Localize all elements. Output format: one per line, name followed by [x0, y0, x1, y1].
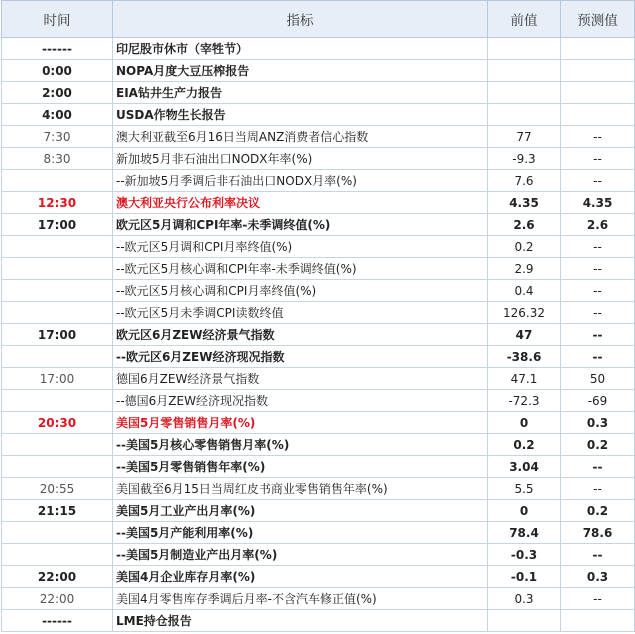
- time-cell: [2, 258, 113, 280]
- previous-value-cell: 0: [488, 412, 561, 434]
- time-cell: 0:00: [2, 60, 113, 82]
- indicator-cell: 澳大利亚截至6月16日当周ANZ消费者信心指数: [113, 126, 488, 148]
- header-previous: 前值: [488, 1, 561, 38]
- table-row: [2, 170, 635, 192]
- indicator-cell: LME持仓报告: [113, 610, 488, 632]
- previous-value-cell: 7.6: [488, 170, 561, 192]
- time-cell: 2:00: [2, 82, 113, 104]
- table-row: [2, 302, 635, 324]
- previous-value-cell: 2.9: [488, 258, 561, 280]
- indicator-cell: --美国5月核心零售销售月率(%): [113, 434, 488, 456]
- table-row: [2, 346, 635, 368]
- previous-value-cell: [488, 610, 561, 632]
- table-row: [2, 104, 635, 126]
- forecast-value-cell: [561, 104, 635, 126]
- table-row: [2, 126, 635, 148]
- table-row: [2, 390, 635, 412]
- indicator-cell: --美国5月制造业产出月率(%): [113, 544, 488, 566]
- time-cell: [2, 280, 113, 302]
- table-row: [2, 566, 635, 588]
- forecast-value-cell: [561, 610, 635, 632]
- time-cell: 17:00: [2, 368, 113, 390]
- table-row: [2, 38, 635, 60]
- forecast-value-cell: -69: [561, 390, 635, 412]
- previous-value-cell: -0.1: [488, 566, 561, 588]
- time-cell: 17:00: [2, 324, 113, 346]
- table-row: [2, 456, 635, 478]
- time-cell: [2, 522, 113, 544]
- forecast-value-cell: 2.6: [561, 214, 635, 236]
- time-cell: [2, 302, 113, 324]
- forecast-value-cell: 0.3: [561, 566, 635, 588]
- forecast-value-cell: --: [561, 280, 635, 302]
- table-row: [2, 192, 635, 214]
- table-row: [2, 214, 635, 236]
- time-cell: ------: [2, 38, 113, 60]
- table-row: [2, 236, 635, 258]
- indicator-cell: --德国6月ZEW经济现况指数: [113, 390, 488, 412]
- table-row: [2, 82, 635, 104]
- indicator-cell: 德国6月ZEW经济景气指数: [113, 368, 488, 390]
- forecast-value-cell: --: [561, 346, 635, 368]
- previous-value-cell: 0.2: [488, 434, 561, 456]
- time-cell: ------: [2, 610, 113, 632]
- time-cell: [2, 390, 113, 412]
- time-cell: 4:00: [2, 104, 113, 126]
- previous-value-cell: -0.3: [488, 544, 561, 566]
- forecast-value-cell: --: [561, 258, 635, 280]
- indicator-cell: 欧元区6月ZEW经济景气指数: [113, 324, 488, 346]
- table-row: [2, 60, 635, 82]
- time-cell: [2, 434, 113, 456]
- time-cell: [2, 236, 113, 258]
- previous-value-cell: 126.32: [488, 302, 561, 324]
- table-row: [2, 610, 635, 632]
- time-cell: 21:15: [2, 500, 113, 522]
- header-time: 时间: [2, 1, 113, 38]
- time-cell: 20:30: [2, 412, 113, 434]
- header-forecast: 预测值: [561, 1, 635, 38]
- time-cell: 7:30: [2, 126, 113, 148]
- table-row: [2, 588, 635, 610]
- forecast-value-cell: --: [561, 588, 635, 610]
- previous-value-cell: 0.4: [488, 280, 561, 302]
- previous-value-cell: [488, 82, 561, 104]
- indicator-cell: 美国截至6月15日当周红皮书商业零售销售年率(%): [113, 478, 488, 500]
- forecast-value-cell: --: [561, 126, 635, 148]
- time-cell: [2, 456, 113, 478]
- previous-value-cell: 0.2: [488, 236, 561, 258]
- table-row: [2, 522, 635, 544]
- previous-value-cell: 3.04: [488, 456, 561, 478]
- indicator-cell: --欧元区5月核心调和CPI年率-未季调终值(%): [113, 258, 488, 280]
- indicator-cell: 美国5月工业产出月率(%): [113, 500, 488, 522]
- table-header-row: [2, 1, 635, 38]
- indicator-cell: --欧元区5月调和CPI月率终值(%): [113, 236, 488, 258]
- table-row: [2, 148, 635, 170]
- previous-value-cell: [488, 104, 561, 126]
- forecast-value-cell: --: [561, 456, 635, 478]
- indicator-cell: --欧元区5月未季调CPI读数终值: [113, 302, 488, 324]
- time-cell: 17:00: [2, 214, 113, 236]
- previous-value-cell: 4.35: [488, 192, 561, 214]
- indicator-cell: USDA作物生长报告: [113, 104, 488, 126]
- indicator-cell: 欧元区5月调和CPI年率-未季调终值(%): [113, 214, 488, 236]
- previous-value-cell: -9.3: [488, 148, 561, 170]
- previous-value-cell: [488, 60, 561, 82]
- forecast-value-cell: --: [561, 236, 635, 258]
- table-row: [2, 368, 635, 390]
- forecast-value-cell: 0.3: [561, 412, 635, 434]
- table-row: [2, 478, 635, 500]
- indicator-cell: --新加坡5月季调后非石油出口NODX月率(%): [113, 170, 488, 192]
- indicator-cell: --欧元区6月ZEW经济现况指数: [113, 346, 488, 368]
- forecast-value-cell: --: [561, 302, 635, 324]
- indicator-cell: NOPA月度大豆压榨报告: [113, 60, 488, 82]
- time-cell: [2, 544, 113, 566]
- indicator-cell: EIA钻井生产力报告: [113, 82, 488, 104]
- table-row: [2, 258, 635, 280]
- previous-value-cell: 47.1: [488, 368, 561, 390]
- forecast-value-cell: --: [561, 148, 635, 170]
- indicator-cell: 美国4月企业库存月率(%): [113, 566, 488, 588]
- indicator-cell: --美国5月零售销售年率(%): [113, 456, 488, 478]
- header-indicator: 指标: [113, 1, 488, 38]
- indicator-cell: --欧元区5月核心调和CPI月率终值(%): [113, 280, 488, 302]
- previous-value-cell: 47: [488, 324, 561, 346]
- forecast-value-cell: [561, 82, 635, 104]
- time-cell: [2, 170, 113, 192]
- forecast-value-cell: 4.35: [561, 192, 635, 214]
- indicator-cell: 印尼股市休市（宰牲节）: [113, 38, 488, 60]
- forecast-value-cell: 50: [561, 368, 635, 390]
- indicator-cell: 美国4月零售库存季调后月率-不含汽车修正值(%): [113, 588, 488, 610]
- time-cell: 20:55: [2, 478, 113, 500]
- forecast-value-cell: --: [561, 324, 635, 346]
- time-cell: 12:30: [2, 192, 113, 214]
- forecast-value-cell: 0.2: [561, 500, 635, 522]
- indicator-cell: 澳大利亚央行公布利率决议: [113, 192, 488, 214]
- table-row: [2, 280, 635, 302]
- previous-value-cell: -38.6: [488, 346, 561, 368]
- time-cell: 22:00: [2, 566, 113, 588]
- indicator-cell: 美国5月零售销售月率(%): [113, 412, 488, 434]
- table-row: [2, 500, 635, 522]
- table-row: [2, 324, 635, 346]
- time-cell: 22:00: [2, 588, 113, 610]
- previous-value-cell: 0.3: [488, 588, 561, 610]
- previous-value-cell: 5.5: [488, 478, 561, 500]
- previous-value-cell: -72.3: [488, 390, 561, 412]
- forecast-value-cell: --: [561, 544, 635, 566]
- forecast-value-cell: [561, 38, 635, 60]
- time-cell: [2, 346, 113, 368]
- previous-value-cell: 2.6: [488, 214, 561, 236]
- forecast-value-cell: 0.2: [561, 434, 635, 456]
- forecast-value-cell: 78.6: [561, 522, 635, 544]
- time-cell: 8:30: [2, 148, 113, 170]
- forecast-value-cell: [561, 60, 635, 82]
- previous-value-cell: 77: [488, 126, 561, 148]
- previous-value-cell: [488, 38, 561, 60]
- indicator-cell: 新加坡5月非石油出口NODX年率(%): [113, 148, 488, 170]
- indicator-cell: --美国5月产能利用率(%): [113, 522, 488, 544]
- economic-calendar-table: [1, 0, 635, 632]
- previous-value-cell: 78.4: [488, 522, 561, 544]
- forecast-value-cell: --: [561, 478, 635, 500]
- table-row: [2, 434, 635, 456]
- previous-value-cell: 0: [488, 500, 561, 522]
- table-row: [2, 544, 635, 566]
- forecast-value-cell: --: [561, 170, 635, 192]
- table-row: [2, 412, 635, 434]
